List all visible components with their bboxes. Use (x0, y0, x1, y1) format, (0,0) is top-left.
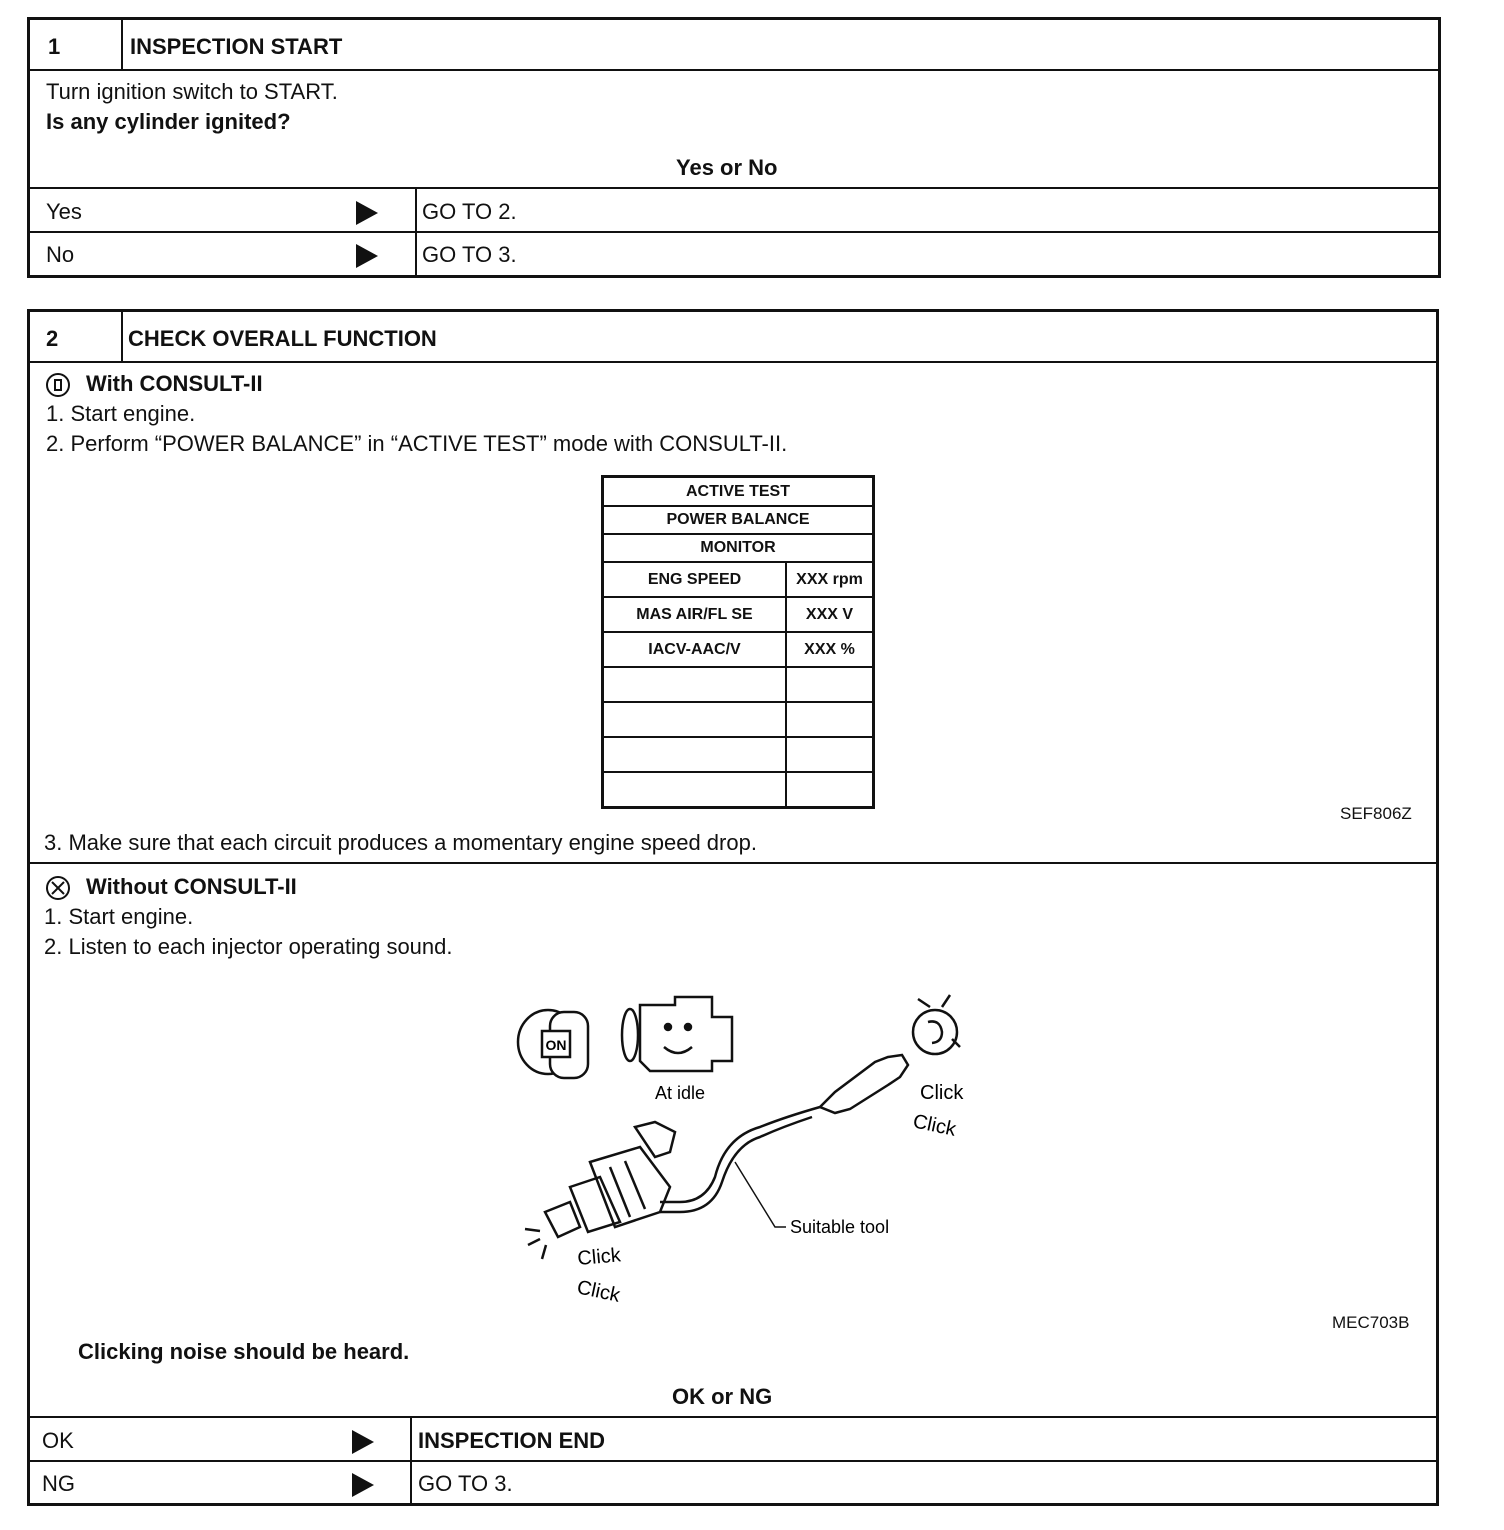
key-on-label: ON (545, 1037, 567, 1053)
step-2-result-ng: NG (42, 1471, 75, 1496)
step-2-box (27, 309, 1439, 1506)
step-1-title: INSPECTION START (130, 34, 343, 59)
arrow-right-icon (352, 1473, 374, 1497)
step-1-result-no: No (46, 242, 75, 267)
arrow-right-icon (356, 201, 378, 225)
ear-icon (913, 995, 960, 1054)
with-consult-item-3: 3. Make sure that each circuit produces a momentary engine speed drop. (44, 830, 757, 855)
active-test-monitor-table (601, 475, 875, 809)
step-2-title: CHECK OVERALL FUNCTION (128, 326, 437, 351)
step-1-question: Is any cylinder ignited? (46, 109, 291, 134)
arrow-right-icon (356, 244, 378, 268)
without-consult-item-2: 2. Listen to each injector operating sound. (44, 934, 453, 959)
monitor-value: XXX % (804, 640, 855, 658)
consult-tool-icon (46, 373, 70, 397)
click-label: Click (576, 1244, 622, 1270)
monitor-value: XXX rpm (796, 570, 863, 588)
with-consult-item-1: 1. Start engine. (46, 401, 196, 426)
monitor-label: MAS AIR/FL SE (636, 605, 753, 623)
clicking-noise-note: Clicking noise should be heard. (78, 1339, 410, 1364)
step-2-action-ok: INSPECTION END (418, 1428, 606, 1453)
monitor-value: XXX V (805, 605, 854, 623)
without-consult-item-1: 1. Start engine. (44, 904, 194, 929)
monitor-header-power-balance: POWER BALANCE (666, 511, 810, 528)
no-consult-tool-icon (46, 876, 70, 900)
without-consult-heading: Without CONSULT-II (86, 874, 297, 899)
step-2-number: 2 (46, 326, 59, 351)
injector-sound-illustration (490, 987, 1010, 1317)
step-2-action-ng: GO TO 3. (418, 1471, 513, 1496)
monitor-label: ENG SPEED (647, 570, 742, 588)
step-1-instruction: Turn ignition switch to START. (46, 79, 338, 104)
fuel-injector-icon (525, 1122, 675, 1259)
step-1-decision-header: Yes or No (676, 155, 778, 180)
arrow-right-icon (352, 1430, 374, 1454)
monitor-header-active-test: ACTIVE TEST (685, 482, 790, 500)
figure-ref-sef806z: SEF806Z (1340, 804, 1412, 823)
step-1-number: 1 (48, 34, 61, 59)
step-1-result-yes: Yes (46, 199, 82, 224)
figure-ref-mec703b: MEC703B (1332, 1313, 1410, 1332)
screwdriver-tool-icon (660, 1055, 908, 1212)
click-label: Click (574, 1276, 622, 1307)
step-2-decision-header: OK or NG (672, 1384, 773, 1409)
click-label: Click (920, 1082, 964, 1104)
step-2-result-ok: OK (42, 1428, 74, 1453)
at-idle-label: At idle (654, 1083, 706, 1103)
engine-icon (622, 997, 732, 1071)
with-consult-item-2: 2. Perform “POWER BALANCE” in “ACTIVE TEST” mode with CONSULT-II. (46, 431, 788, 456)
step-1-box (27, 17, 1441, 278)
step-1-action-no: GO TO 3. (422, 242, 517, 267)
suitable-tool-label: Suitable tool (790, 1217, 890, 1237)
monitor-header-monitor: MONITOR (700, 539, 776, 556)
monitor-label: IACV-AAC/V (648, 640, 741, 658)
step-1-action-yes: GO TO 2. (422, 199, 517, 224)
click-label: Click (910, 1110, 958, 1141)
with-consult-heading: With CONSULT-II (86, 371, 263, 396)
